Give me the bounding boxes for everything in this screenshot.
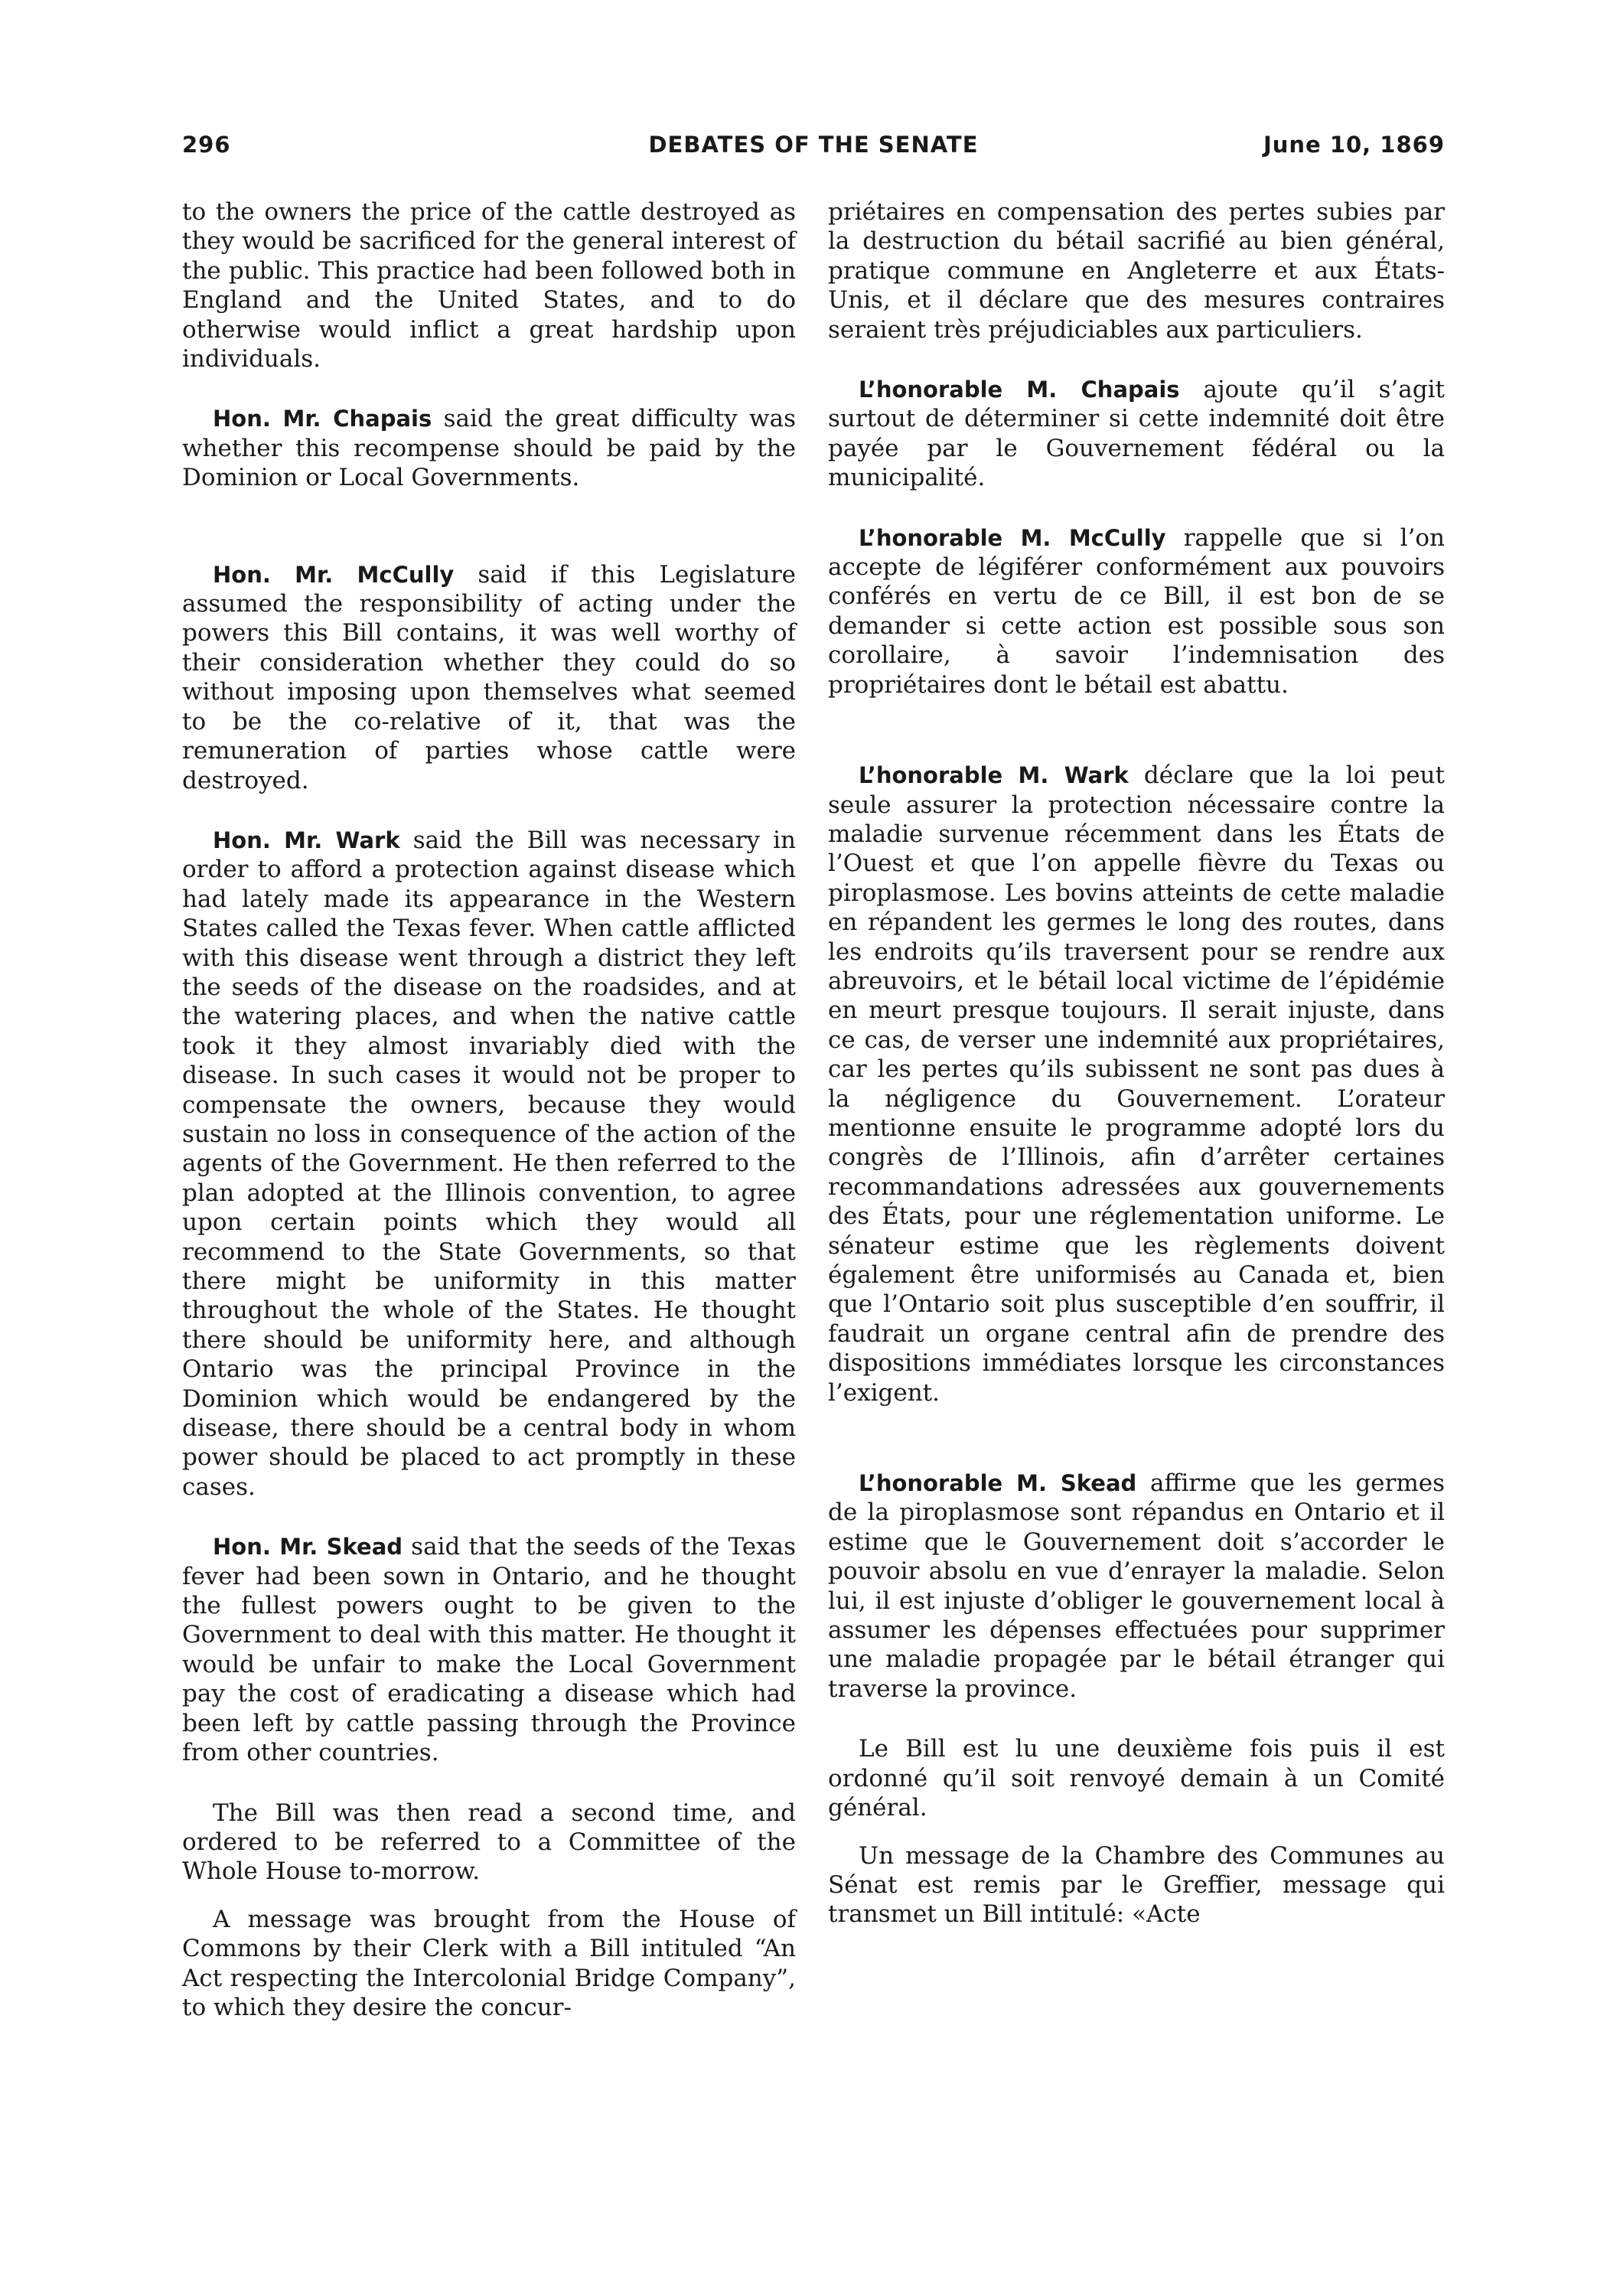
speaker-name: L’honorable M. Wark bbox=[859, 762, 1129, 789]
speech-text: said the great difficulty was whether this recompense should be paid by the Dominion or Local Governments. bbox=[182, 405, 796, 492]
page-date: June 10, 1869 bbox=[1263, 132, 1445, 158]
paragraph-chapais bbox=[828, 375, 1445, 493]
speaker-name: Hon. Mr. Wark bbox=[213, 827, 400, 853]
page-number: 296 bbox=[182, 132, 231, 158]
paragraph-wark bbox=[828, 761, 1445, 1407]
speech-text: rappelle que si l’on accepte de légiférer conformément aux pouvoirs conférés en vertu de ce Bill, il est bon de se demander si cette action est possible sous son corollaire, à savoir l’indemnisation des propriétaires dont le bétail est abattu. bbox=[828, 523, 1445, 699]
paragraph-continuation: priétaires en compensation des pertes subies par la destruction du bétail sacrifié au bien général, pratique commune en Angleterre et aux États-Unis, et il déclare que des mesures contraires seraient très préjudiciables aux particuliers. bbox=[828, 198, 1445, 344]
page-title: DEBATES OF THE SENATE bbox=[648, 132, 979, 158]
speaker-name: Hon. Mr. Chapais bbox=[213, 406, 432, 432]
page-header bbox=[182, 132, 1445, 162]
speaker-name: L’honorable M. Skead bbox=[859, 1470, 1137, 1497]
speech-text: déclare que la loi peut seule assurer la protection nécessaire contre la maladie survenue récemment dans les États de l’Ouest et que l’on appelle fièvre du Texas ou piroplasmose. Les bovins atteints de cette maladie en répandent les germes le long des routes, dans les endroits qu’ils traversent pour se rendre aux abreuvoirs, et le bétail local victime de l’épidémie en meurt presque toujours. Il serait injuste, dans ce cas, de verser une indemnité aux propriétaires, car les pertes qu’ils subissent ne sont pas dues à la négligence du Gouvernement. L’orateur mentionne ensuite le programme adopté lors du congrès de l’Illinois, afin d’arrêter certaines recommandations adressées aux gouvernements des États, pour une réglementation uniforme. Le sénateur estime que les règlements doivent également être uniformisés au Canada et, bien que l’Ontario soit plus susceptible d’en souffrir, il faudrait un organe central afin de prendre des dispositions immédiates lorsque les circonstances l’exigent. bbox=[828, 762, 1445, 1407]
speech-text: said if this Legislature assumed the responsibility of acting under the powers this Bill contains, it was well worthy of their consideration whether they could do so without imposing upon themselves what seemed to be the co-relative of it, that was the remuneration of parties whose cattle were destroyed. bbox=[182, 560, 796, 794]
paragraph-second-reading: The Bill was then read a second time, and ordered to be referred to a Committee of the Whole House to-morrow. bbox=[182, 1799, 796, 1886]
speech-text: ajoute qu’il s’agit surtout de déterminer si cette indemnité doit être payée par le Gouvernement fédéral ou la municipalité. bbox=[828, 376, 1445, 492]
speaker-name: L’honorable M. McCully bbox=[859, 524, 1166, 551]
english-column bbox=[182, 197, 796, 2022]
paragraph-message: A message was brought from the House of Commons by their Clerk with a Bill intituled “An Act respecting the Intercolonial Bridge Company”, to which they desire the concur- bbox=[182, 1905, 796, 2021]
speech-text: affirme que les germes de la piroplasmose sont répandus en Ontario et il estime que le Gouvernement doit s’accorder le pouvoir absolu en vue d’enrayer la maladie. Selon lui, il est injuste d’obliger le gouvernement local à assumer les dépenses effectuées pour supprimer une maladie propagée par le bétail étranger qui traverse la province. bbox=[828, 1469, 1445, 1703]
speaker-name: L’honorable M. Chapais bbox=[859, 377, 1180, 403]
paragraph-continuation: to the owners the price of the cattle destroyed as they would be sacrificed for the general interest of the public. This practice had been followed both in England and the United States, and to do otherwise would inflict a great hardship upon individuals. bbox=[182, 198, 796, 373]
paragraph-mccully bbox=[182, 560, 796, 795]
french-column bbox=[828, 197, 1445, 1929]
speech-text: said that the seeds of the Texas fever had been sown in Ontario, and he thought the fullest powers ought to be given to the Government to deal with this matter. He thought it would be unfair to make the Local Government pay the cost of eradicating a disease which had been left by cattle passing through the Province from other countries. bbox=[182, 1533, 796, 1767]
paragraph-wark bbox=[182, 826, 796, 1502]
paragraph-skead bbox=[828, 1469, 1445, 1704]
speaker-name: Hon. Mr. Skead bbox=[213, 1534, 403, 1561]
speech-text: said the Bill was necessary in order to afford a protection against disease which had lately made its appearance in the Western States called the Texas fever. When cattle afflicted with this disease went through a district they left the seeds of the disease on the roadsides, and at the watering places, and when the native cattle took it they almost invariably died with the disease. In such cases it would not be proper to compensate the owners, because they would sustain no loss in consequence of the action of the agents of the Government. He then referred to the plan adopted at the Illinois convention, to agree upon certain points which they would all recommend to the State Governments, so that there might be uniformity in this matter throughout the whole of the States. He thought there should be uniformity here, and although Ontario was the principal Province in the Dominion which would be endangered by the disease, there should be a central body in whom power should be placed to act promptly in these cases. bbox=[182, 826, 797, 1501]
paragraph-second-reading: Le Bill est lu une deuxième fois puis il est ordonné qu’il soit renvoyé demain à un Comité général. bbox=[828, 1735, 1445, 1822]
paragraph-message: Un message de la Chambre des Communes au Sénat est remis par le Greffier, message qui transmet un Bill intitulé: «Acte bbox=[828, 1841, 1445, 1929]
paragraph-skead bbox=[182, 1532, 796, 1767]
paragraph-mccully bbox=[828, 523, 1445, 700]
paragraph-chapais bbox=[182, 404, 796, 492]
speaker-name: Hon. Mr. McCully bbox=[213, 561, 455, 588]
